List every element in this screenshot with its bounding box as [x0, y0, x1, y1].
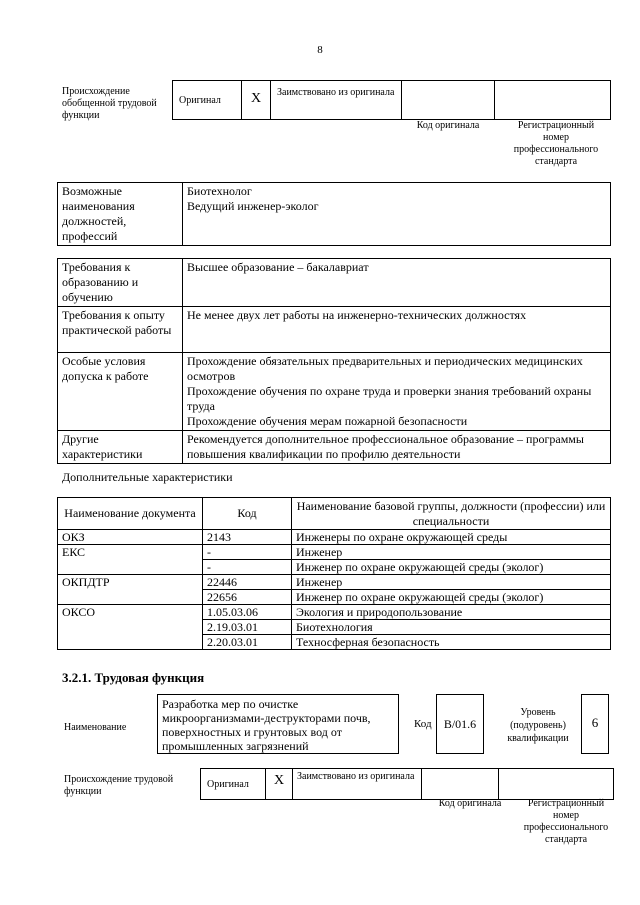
requirement-line: Прохождение обязательных предварительных и периодических медицинских осмотров: [187, 354, 583, 383]
doc-position: Инженеры по охране окружающей среды: [292, 530, 611, 545]
doc-name: ОКПДТР: [58, 575, 203, 605]
requirement-label: Особые условия допуска к работе: [58, 353, 183, 431]
page-number: 8: [317, 44, 323, 56]
doc-code: -: [203, 545, 292, 560]
table-row: [58, 530, 611, 545]
doc-code: -: [203, 560, 292, 575]
table-row: [58, 545, 611, 560]
origin-original-label: Оригинал: [179, 95, 221, 106]
requirement-value: [183, 307, 611, 353]
requirement-row: [58, 353, 611, 431]
origin-original-cell: [173, 81, 242, 119]
requirement-line: Рекомендуется дополнительное профессиональное образование – программы повышения квалификации по профилю деятельности: [187, 432, 584, 461]
origin-gtf-box: [172, 80, 611, 120]
requirement-value: [183, 259, 611, 307]
requirement-line: Не менее двух лет работы на инженерно-технических должностях: [187, 308, 527, 322]
doc-position: Инженер: [292, 545, 611, 560]
table-row: [58, 575, 611, 590]
origin-original-label: Оригинал: [207, 779, 249, 790]
doc-position: Экология и природопользование: [292, 605, 611, 620]
doc-name: ЕКС: [58, 545, 203, 575]
doc-code: 22656: [203, 590, 292, 605]
position-item: Ведущий инженер-эколог: [187, 199, 319, 213]
positions-label: Возможные наименования должностей, профессий: [58, 183, 183, 246]
header-document: Наименование документа: [58, 498, 203, 530]
doc-code: 22446: [203, 575, 292, 590]
origin-tf-box: [200, 768, 614, 800]
doc-code: 1.05.03.06: [203, 605, 292, 620]
doc-position: Техносферная безопасность: [292, 635, 611, 650]
doc-position: Инженер по охране окружающей среды (эколог): [292, 560, 611, 575]
doc-position: Инженер по охране окружающей среды (эколог): [292, 590, 611, 605]
function-heading: 3.2.1. Трудовая функция: [62, 670, 205, 685]
additional-table: [57, 497, 611, 650]
function-level: 6: [591, 715, 599, 730]
function-level-box: [581, 694, 609, 754]
origin-mark: X: [273, 773, 285, 788]
origin-gtf-label: Происхождение обобщенной трудовой функции: [62, 86, 157, 121]
origin-reg-caption: Регистрационный номер профессионального стандарта: [523, 798, 609, 845]
origin-original-cell: [201, 769, 266, 799]
function-name: Разработка мер по очистке микроорганизмами-деструкторами почв, поверхностных и грунтовых вод от промышленных загрязнений: [162, 697, 371, 753]
requirement-value: [183, 353, 611, 431]
origin-code-cell: [402, 81, 495, 119]
origin-borrowed-label: Заимствовано из оригинала: [297, 771, 415, 782]
function-name-box: [157, 694, 399, 754]
origin-code-cell: [422, 769, 499, 799]
doc-position: Биотехнология: [292, 620, 611, 635]
doc-code: 2143: [203, 530, 292, 545]
origin-code-caption: Код оригинала: [438, 798, 502, 809]
doc-name: ОКСО: [58, 605, 203, 650]
requirement-line: Прохождение обучения мерам пожарной безопасности: [187, 414, 468, 428]
requirement-row: [58, 431, 611, 464]
requirement-label: Другие характеристики: [58, 431, 183, 464]
additional-title: Дополнительные характеристики: [62, 470, 233, 484]
function-name-label: Наименование: [64, 722, 127, 733]
origin-code-caption: Код оригинала: [416, 120, 480, 131]
additional-header-row: [58, 498, 611, 530]
origin-mark: X: [250, 91, 262, 106]
origin-borrowed-cell: [293, 769, 422, 799]
origin-borrowed-label: Заимствовано из оригинала: [277, 87, 395, 98]
doc-code: 2.20.03.01: [203, 635, 292, 650]
origin-reg-cell: [499, 769, 613, 799]
origin-reg-cell: [495, 81, 610, 119]
requirement-row: [58, 259, 611, 307]
function-code-box: [436, 694, 484, 754]
header-code: Код: [203, 498, 292, 530]
position-item: Биотехнолог: [187, 184, 252, 198]
table-row: [58, 605, 611, 620]
doc-code: 2.19.03.01: [203, 620, 292, 635]
positions-values: [183, 183, 611, 246]
function-code-label: Код: [414, 718, 432, 730]
doc-position: Инженер: [292, 575, 611, 590]
function-level-label: Уровень (подуровень) квалификации: [507, 707, 569, 744]
header-name: Наименование базовой группы, должности (профессии) или специальности: [292, 498, 611, 530]
origin-mark-cell: [266, 769, 293, 799]
requirement-label: Требования к опыту практической работы: [58, 307, 183, 353]
doc-name: ОКЗ: [58, 530, 203, 545]
requirement-line: Прохождение обучения по охране труда и проверки знания требований охраны труда: [187, 384, 592, 413]
requirement-line: Высшее образование – бакалавриат: [187, 260, 369, 274]
origin-borrowed-cell: [271, 81, 402, 119]
positions-row: [58, 183, 611, 246]
requirement-value: [183, 431, 611, 464]
origin-reg-caption: Регистрационный номер профессионального стандарта: [513, 120, 599, 167]
requirement-label: Требования к образованию и обучению: [58, 259, 183, 307]
positions-table: [57, 182, 611, 246]
requirement-row: [58, 307, 611, 353]
requirements-table: [57, 258, 611, 464]
origin-tf-label: Происхождение трудовой функции: [64, 774, 174, 797]
function-code: B/01.6: [443, 717, 477, 731]
origin-mark-cell: [242, 81, 271, 119]
